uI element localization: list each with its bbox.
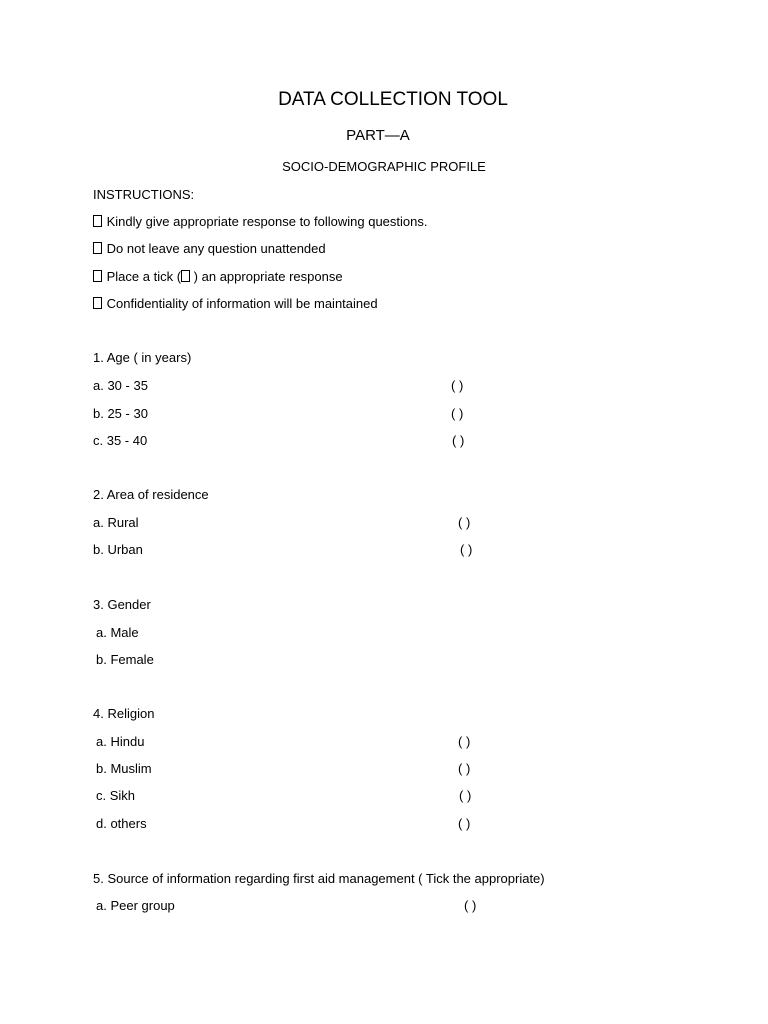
option-rural: a. Rural — [93, 515, 139, 530]
answer-box[interactable]: ( ) — [459, 788, 472, 803]
instruction-tick-suffix: ) — [190, 269, 198, 284]
answer-box[interactable]: ( ) — [464, 898, 477, 913]
bullet-icon — [93, 242, 102, 254]
answer-box[interactable]: ( ) — [452, 433, 465, 448]
question-residence-label: 2. Area of residence — [93, 487, 209, 502]
instruction-text: Kindly give appropriate response to following questions. — [106, 214, 428, 229]
option-female: b. Female — [96, 652, 154, 667]
instruction-text: Do not leave any question unattended — [106, 241, 326, 256]
question-religion-label: 4. Religion — [93, 706, 155, 721]
option-urban: b. Urban — [93, 542, 143, 557]
instruction-item — [93, 269, 343, 284]
option-peer-group: a. Peer group — [96, 898, 175, 913]
option-sikh: c. Sikh — [96, 788, 136, 803]
answer-box[interactable]: ( ) — [458, 816, 471, 831]
instruction-tick-prefix: Place a tick ( — [106, 269, 182, 284]
instructions-heading: INSTRUCTIONS: — [93, 187, 195, 202]
instruction-text: Confidentiality of information will be maintained — [106, 296, 378, 311]
option-age-25-30: b. 25 - 30 — [93, 406, 148, 421]
bullet-icon — [93, 270, 102, 282]
option-male: a. Male — [96, 625, 139, 640]
question-source-label: 5. Source of information regarding first aid management ( Tick the appropriate) — [93, 871, 545, 886]
bullet-icon — [93, 297, 102, 309]
instruction-item — [93, 296, 378, 311]
instruction-item — [93, 214, 428, 229]
part-heading: PART—A — [346, 127, 410, 144]
option-muslim: b. Muslim — [96, 761, 152, 776]
tick-icon — [181, 270, 190, 282]
answer-box[interactable]: ( ) — [458, 734, 471, 749]
answer-box[interactable]: ( ) — [451, 406, 464, 421]
option-others: d. others — [96, 816, 147, 831]
document-title: DATA COLLECTION TOOL — [278, 89, 508, 110]
answer-box[interactable]: ( ) — [460, 542, 473, 557]
section-heading: SOCIO-DEMOGRAPHIC PROFILE — [282, 159, 486, 174]
option-hindu: a. Hindu — [96, 734, 145, 749]
question-age-label: 1. Age ( in years) — [93, 350, 192, 365]
question-gender-label: 3. Gender — [93, 597, 151, 612]
bullet-icon — [93, 215, 102, 227]
instruction-text: an appropriate response — [201, 269, 343, 284]
instruction-item — [93, 241, 326, 256]
answer-box[interactable]: ( ) — [458, 761, 471, 776]
answer-box[interactable]: ( ) — [451, 378, 464, 393]
answer-box[interactable]: ( ) — [458, 515, 471, 530]
option-age-35-40: c. 35 - 40 — [93, 433, 148, 448]
option-age-30-35: a. 30 - 35 — [93, 378, 148, 393]
